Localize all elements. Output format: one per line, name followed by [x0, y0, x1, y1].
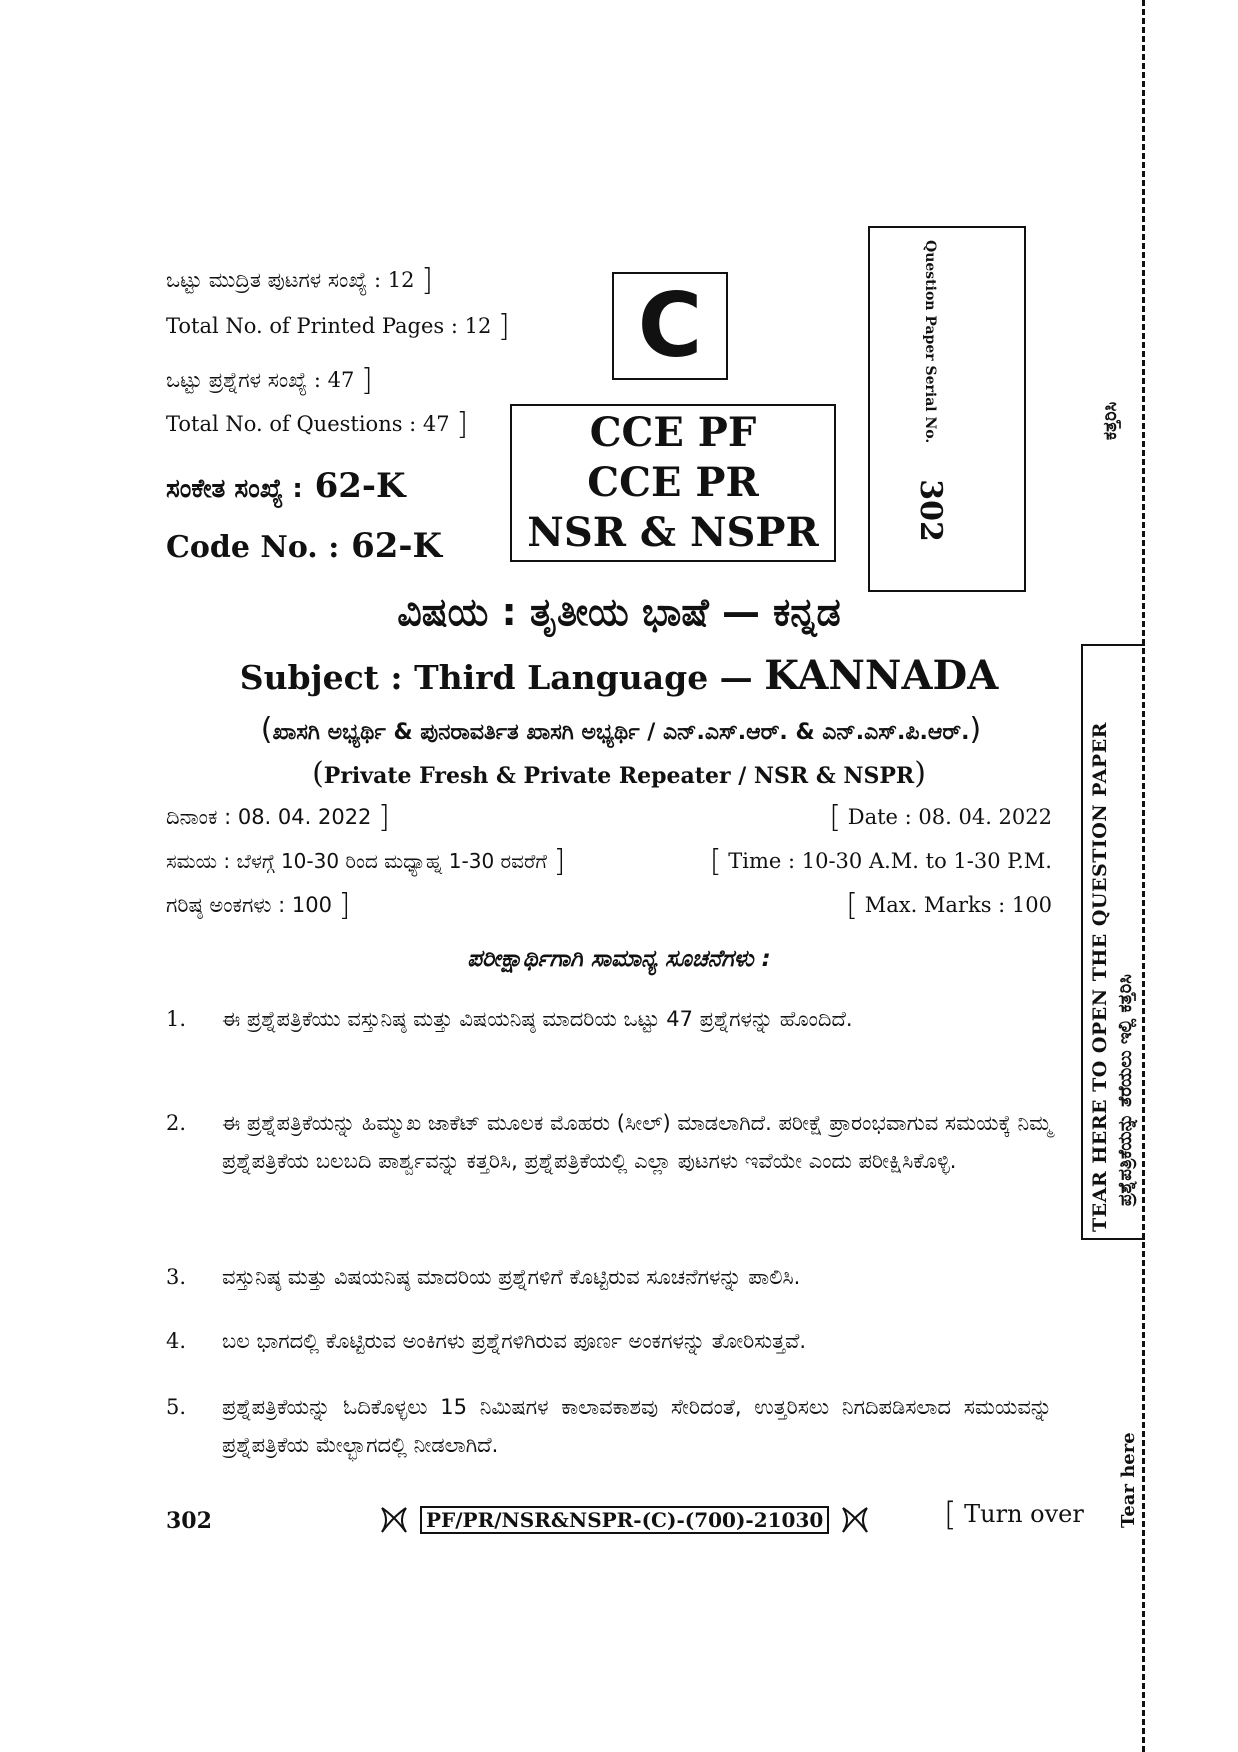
candidate-category-en: (Private Fresh & Private Repeater / NSR & NSPR)	[312, 756, 926, 791]
exam-type-line: CCE PF	[589, 409, 757, 456]
tear-instruction-kn: ಪ್ರಶ್ನೆಪತ್ರಿಕೆಯನ್ನು ತೆರೆಯಲು ಇಲ್ಲಿ ಕತ್ತರಿಸಿ	[1115, 974, 1136, 1206]
time-en: [ Time : 10-30 A.M. to 1-30 P.M.	[709, 844, 1052, 879]
footer-code-block	[378, 1504, 871, 1536]
serial-number-box	[868, 226, 1026, 592]
instruction-item: 2. ಈ ಪ್ರಶ್ನೆಪತ್ರಿಕೆಯನ್ನು ಹಿಮ್ಮುಖ ಜಾಕೆಟ್ ಮೂಲಕ ಮೊಹರು (ಸೀಲ್) ಮಾಡಲಾಗಿದೆ. ಪರೀಕ್ಷೆ ಪ್ರಾರಂಭವಾಗುವ ಸಮಯಕ್ಕೆ ನಿಮ್ಮ ಪ್ರಶ್ನೆಪತ್ರಿಕೆಯ ಬಲಬದಿ ಪಾರ್ಶ್ವವನ್ನು ಕತ್ತರಿಸಿ, ಪ್ರಶ್ನೆಪತ್ರಿಕೆಯಲ್ಲಿ ಎಲ್ಲಾ ಪುಟಗಳು ಇವೆಯೇ ಎಂದು ಪರೀಕ್ಷಿಸಿಕೊಳ್ಳಿ.	[166, 1111, 1052, 1173]
cut-here-kn: ಕತ್ತರಿಸಿ	[1100, 401, 1121, 440]
time-kn: ಸಮಯ : ಬೆಳಗ್ಗೆ 10-30 ರಿಂದ ಮಧ್ಯಾಹ್ನ 1-30 ರವರೆಗೆ ]	[166, 844, 566, 879]
instructions-heading: ಪರೀಕ್ಷಾರ್ಥಿಗಾಗಿ ಸಾಮಾನ್ಯ ಸೂಚನೆಗಳು :	[467, 946, 771, 972]
serial-label: Question Paper Serial No.	[922, 240, 939, 444]
date-kn: ದಿನಾಂಕ : 08. 04. 2022 ]	[166, 800, 390, 835]
exam-type-box	[510, 404, 836, 562]
printed-pages-kn: ಒಟ್ಟು ಮುದ್ರಿತ ಪುಟಗಳ ಸಂಖ್ಯೆ : 12 ]	[166, 263, 433, 298]
candidate-category-kn: (ಖಾಸಗಿ ಅಭ್ಯರ್ಥಿ & ಪುನರಾವರ್ತಿತ ಖಾಸಗಿ ಅಭ್ಯರ್ಥಿ / ಎನ್.ಎಸ್.ಆರ್. & ಎನ್.ಎಸ್.ಪಿ.ಆರ್.)	[260, 712, 982, 747]
ornament-icon	[378, 1504, 410, 1536]
marks-en: [ Max. Marks : 100	[846, 888, 1052, 923]
instruction-item: 3. ವಸ್ತುನಿಷ್ಠ ಮತ್ತು ವಿಷಯನಿಷ್ಠ ಮಾದರಿಯ ಪ್ರಶ್ನೆಗಳಿಗೆ ಕೊಟ್ಟಿರುವ ಸೂಚನೆಗಳನ್ನು ಪಾಲಿಸಿ.	[166, 1265, 801, 1289]
tear-here-label: Tear here	[1118, 1432, 1139, 1528]
subject-title-en: Subject : Third Language — KANNADA	[239, 652, 999, 699]
instruction-item: 4. ಬಲ ಭಾಗದಲ್ಲಿ ಕೊಟ್ಟಿರುವ ಅಂಕಿಗಳು ಪ್ರಶ್ನೆಗಳಿಗಿರುವ ಪೂರ್ಣ ಅಂಕಗಳನ್ನು ತೋರಿಸುತ್ತವೆ.	[166, 1329, 807, 1353]
instruction-item: 5. ಪ್ರಶ್ನೆಪತ್ರಿಕೆಯನ್ನು ಓದಿಕೊಳ್ಳಲು 15 ನಿಮಿಷಗಳ ಕಾಲಾವಕಾಶವು ಸೇರಿದಂತೆ, ಉತ್ತರಿಸಲು ನಿಗದಿಪಡಿಸಲಾದ ಸಮಯವನ್ನು ಪ್ರಶ್ನೆಪತ್ರಿಕೆಯ ಮೇಲ್ಭಾಗದಲ್ಲಿ ನೀಡಲಾಗಿದೆ.	[166, 1395, 1052, 1457]
paper-version-box	[612, 272, 728, 380]
serial-number: 302	[913, 479, 948, 542]
question-count-kn: ಒಟ್ಟು ಪ್ರಶ್ನೆಗಳ ಸಂಖ್ಯೆ : 47 ]	[166, 363, 373, 398]
printed-pages-en: Total No. of Printed Pages : 12 ]	[166, 309, 510, 344]
ornament-icon	[839, 1504, 871, 1536]
tear-instruction-box	[1081, 644, 1145, 1240]
marks-kn: ಗರಿಷ್ಠ ಅಂಕಗಳು : 100 ]	[166, 888, 351, 923]
time-row	[166, 844, 1052, 879]
turn-over-label: [ Turn over	[944, 1495, 1084, 1533]
date-en: [ Date : 08. 04. 2022	[829, 800, 1052, 835]
exam-type-line: NSR & NSPR	[527, 509, 819, 556]
question-count-en: Total No. of Questions : 47 ]	[166, 407, 469, 442]
print-code: PF/PR/NSR&NSPR-(C)-(700)-21030	[420, 1506, 829, 1534]
code-number-en: Code No. : 62-K	[166, 526, 443, 566]
marks-row	[166, 888, 1052, 923]
paper-version-letter: C	[637, 274, 703, 377]
exam-type-line: CCE PR	[587, 459, 759, 506]
subject-title-kn: ವಿಷಯ : ತೃತೀಯ ಭಾಷೆ — ಕನ್ನಡ	[397, 590, 841, 634]
date-row	[166, 800, 1052, 835]
code-number-kn: ಸಂಕೇತ ಸಂಖ್ಯೆ : 62-K	[166, 466, 406, 506]
page-number: 302	[166, 1508, 212, 1534]
tear-instruction-en: TEAR HERE TO OPEN THE QUESTION PAPER	[1089, 722, 1111, 1232]
instruction-item: 1. ಈ ಪ್ರಶ್ನೆಪತ್ರಿಕೆಯು ವಸ್ತುನಿಷ್ಠ ಮತ್ತು ವಿಷಯನಿಷ್ಠ ಮಾದರಿಯ ಒಟ್ಟು 47 ಪ್ರಶ್ನೆಗಳನ್ನು ಹೊಂದಿದೆ.	[166, 1007, 853, 1031]
